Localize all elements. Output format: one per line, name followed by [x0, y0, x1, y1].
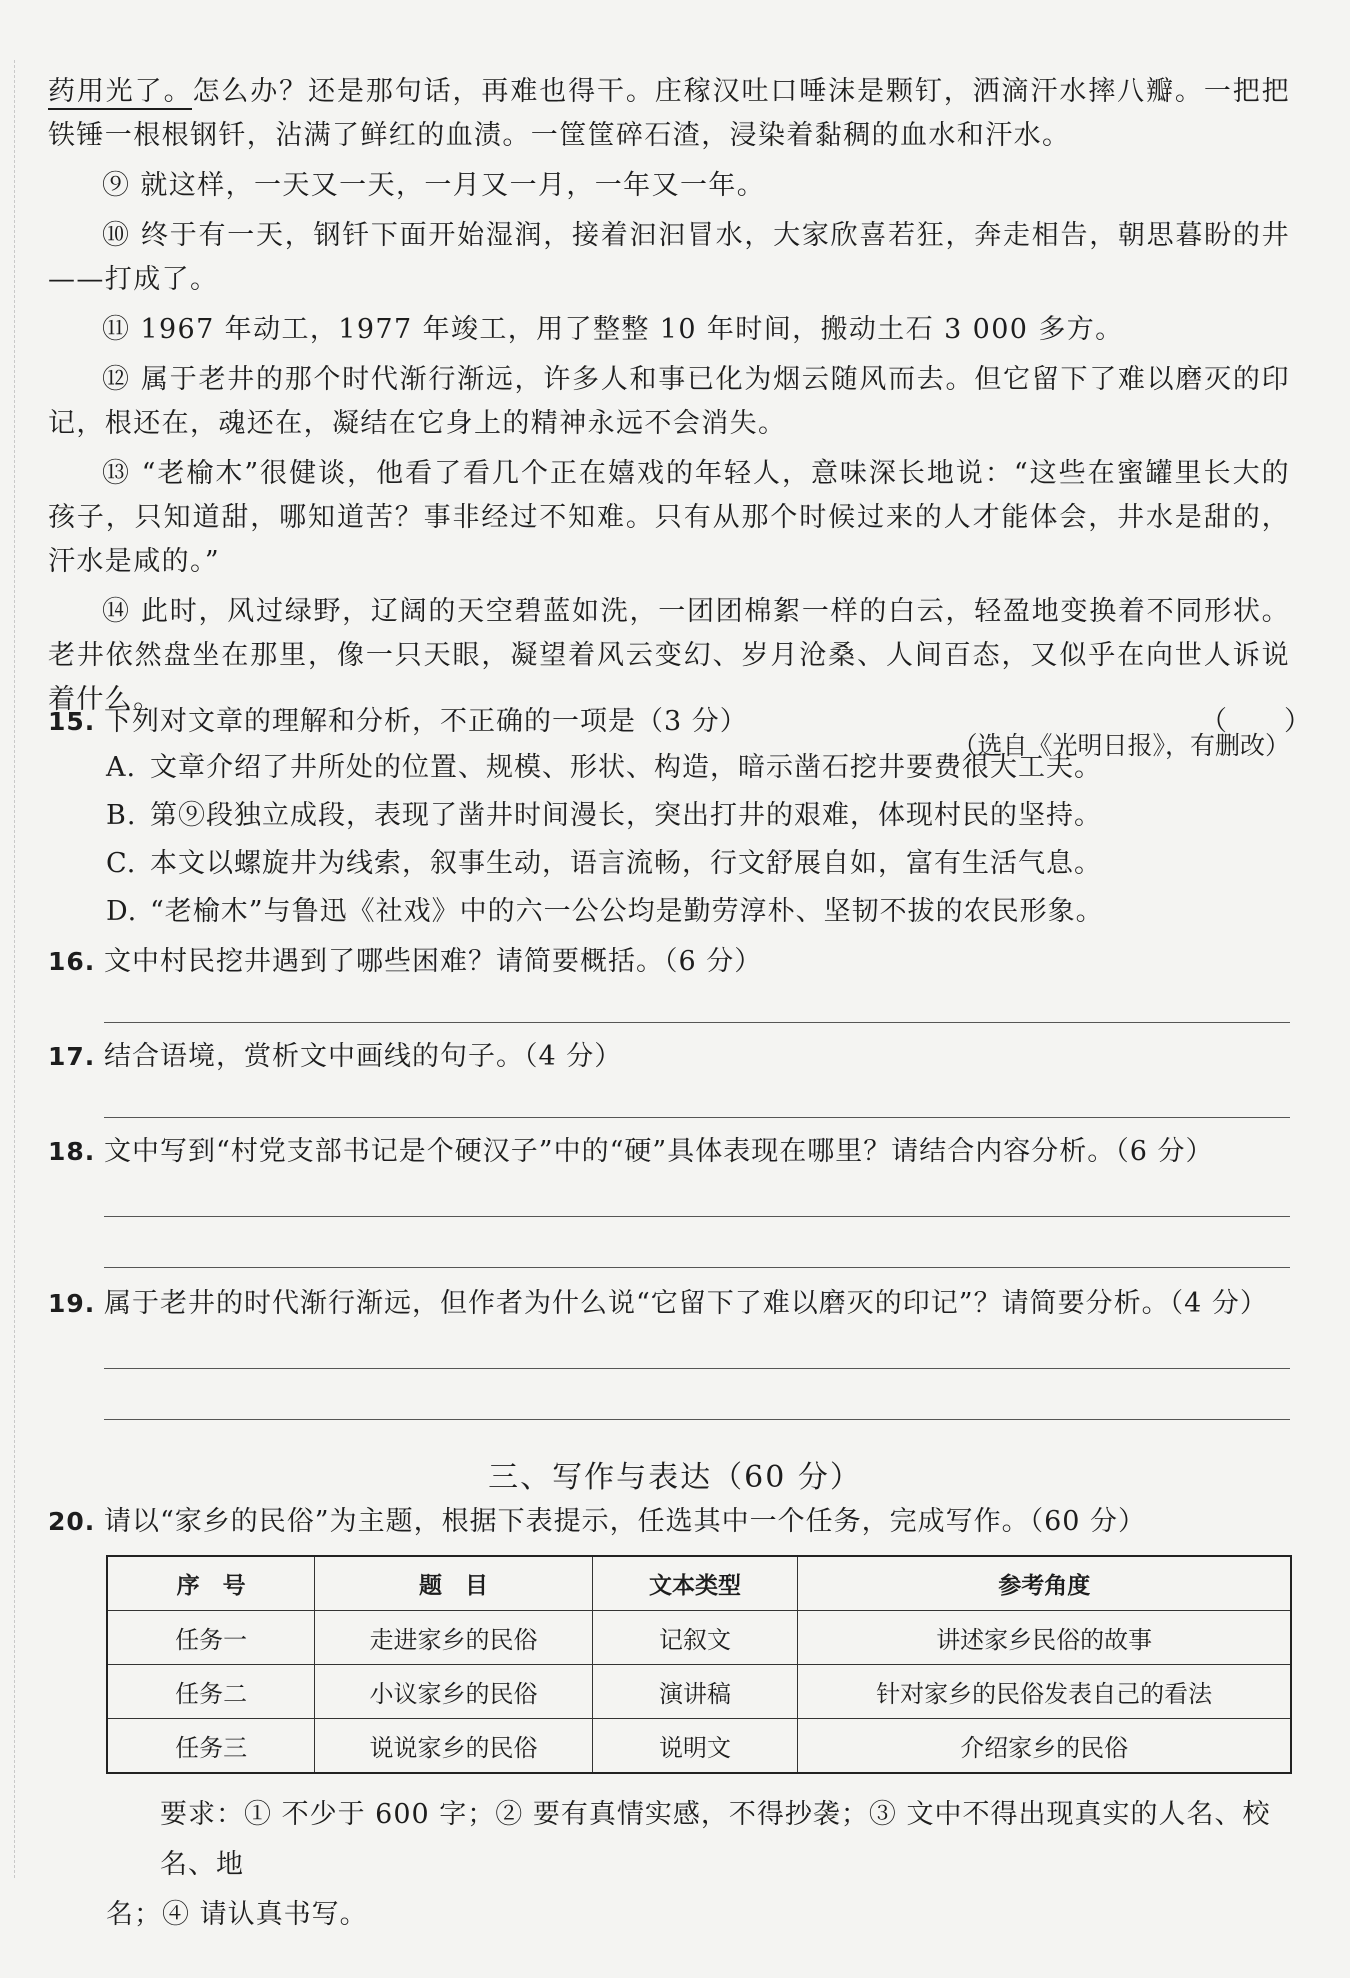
underlined-sentence: 药用光了。	[48, 76, 192, 110]
option-a[interactable]: A. 文章介绍了井所处的位置、规模、形状、构造，暗示凿石挖井要费很大工夫。	[106, 752, 1102, 783]
header-cell: 序 号	[107, 1556, 315, 1611]
question-17: 17. 结合语境，赏析文中画线的句子。（4 分）	[48, 1041, 623, 1072]
question-text: 下列对文章的理解和分析，不正确的一项是（3 分）	[104, 706, 748, 737]
passage-paragraph-13: ⑬ “老榆木”很健谈，他看了看几个正在嬉戏的年轻人，意味深长地说：“这些在蜜罐里长大的孩子，只知道甜，哪知道苦？事非经过不知难。只有从那个时候过来的人才能体会，井水是甜的，汗水是咸的。”	[48, 458, 1290, 577]
passage-paragraph-11: ⑪ 1967 年动工，1977 年竣工，用了整整 10 年时间，搬动土石 3 000 多方。	[102, 314, 1124, 345]
passage-source: （选自《光明日报》，有删改）	[952, 731, 1290, 760]
answer-line[interactable]	[104, 1022, 1290, 1023]
passage-paragraph-14: ⑭ 此时，风过绿野，辽阔的天空碧蓝如洗，一团团棉絮一样的白云，轻盈地变换着不同形状。老井依然盘坐在那里，像一只天眼，凝望着风云变幻、岁月沧桑、人间百态，又似乎在向世人诉说着什么。	[48, 596, 1290, 715]
table-row: 任务三 说说家乡的民俗 说明文 介绍家乡的民俗	[107, 1719, 1291, 1774]
question-15	[48, 700, 1312, 744]
writing-requirements	[106, 1790, 1292, 1940]
passage-paragraph-12: ⑫ 属于老井的那个时代渐行渐远，许多人和事已化为烟云随风而去。但它留下了难以磨灭的印记，根还在，魂还在，凝结在它身上的精神永远不会消失。	[48, 364, 1290, 439]
question-19: 19. 属于老井的时代渐行渐远，但作者为什么说“它留下了难以磨灭的印记”？请简要分析。（4 分）	[48, 1288, 1268, 1319]
answer-line[interactable]	[104, 1216, 1290, 1217]
passage-paragraph-9: ⑨ 就这样，一天又一天，一月又一月，一年又一年。	[102, 170, 766, 201]
requirements-line: 要求：① 不少于 600 字；② 要有真情实感，不得抄袭；③ 文中不得出现真实的人名、校名、地	[160, 1799, 1271, 1880]
reading-passage	[48, 70, 1312, 766]
passage-paragraph-10: ⑩ 终于有一天，钢钎下面开始湿润，接着汩汩冒水，大家欣喜若狂，奔走相告，朝思暮盼的井——打成了。	[48, 220, 1290, 295]
answer-bracket[interactable]: （ ）	[1200, 706, 1312, 737]
table-row: 任务一 走进家乡的民俗 记叙文 讲述家乡民俗的故事	[107, 1611, 1291, 1665]
task-table	[106, 1555, 1292, 1774]
answer-line[interactable]	[104, 1419, 1290, 1420]
option-c[interactable]: C. 本文以螺旋井为线索，叙事生动，语言流畅，行文舒展自如，富有生活气息。	[106, 848, 1102, 879]
answer-line[interactable]	[104, 1267, 1290, 1268]
passage-paragraph-8-end: 药用光了。怎么办？还是那句话，再难也得干。庄稼汉吐口唾沫是颗钉，洒滴汗水摔八瓣。一把把铁锤一根根钢钎，沾满了鲜红的血渍。一筐筐碎石渣，浸染着黏稠的血水和汗水。	[48, 76, 1291, 151]
option-b[interactable]: B. 第⑨段独立成段，表现了凿井时间漫长，突出打井的艰难，体现村民的坚持。	[106, 800, 1102, 831]
question-number: 15.	[48, 707, 96, 736]
answer-line[interactable]	[104, 1117, 1290, 1118]
option-d[interactable]: D. “老榆木”与鲁迅《社戏》中的六一公公均是勤劳淳朴、坚韧不拔的农民形象。	[106, 896, 1104, 927]
header-cell: 题 目	[315, 1556, 593, 1611]
question-16: 16. 文中村民挖井遇到了哪些困难？请简要概括。（6 分）	[48, 946, 763, 977]
question-20: 20. 请以“家乡的民俗”为主题，根据下表提示，任选其中一个任务，完成写作。（60 分）	[48, 1506, 1147, 1537]
question-18: 18. 文中写到“村党支部书记是个硬汉子”中的“硬”具体表现在哪里？请结合内容分析。（6 分）	[48, 1136, 1214, 1167]
table-row: 任务二 小议家乡的民俗 演讲稿 针对家乡的民俗发表自己的看法	[107, 1665, 1291, 1719]
header-cell: 文本类型	[592, 1556, 798, 1611]
header-cell: 参考角度	[798, 1556, 1291, 1611]
table-header-row	[107, 1556, 1291, 1611]
section-title: 三、写作与表达（60 分）	[488, 1460, 862, 1495]
requirements-line: 名；④ 请认真书写。	[106, 1899, 368, 1930]
margin-rule	[14, 60, 15, 1878]
answer-line[interactable]	[104, 1368, 1290, 1369]
question-list	[48, 700, 1312, 1420]
